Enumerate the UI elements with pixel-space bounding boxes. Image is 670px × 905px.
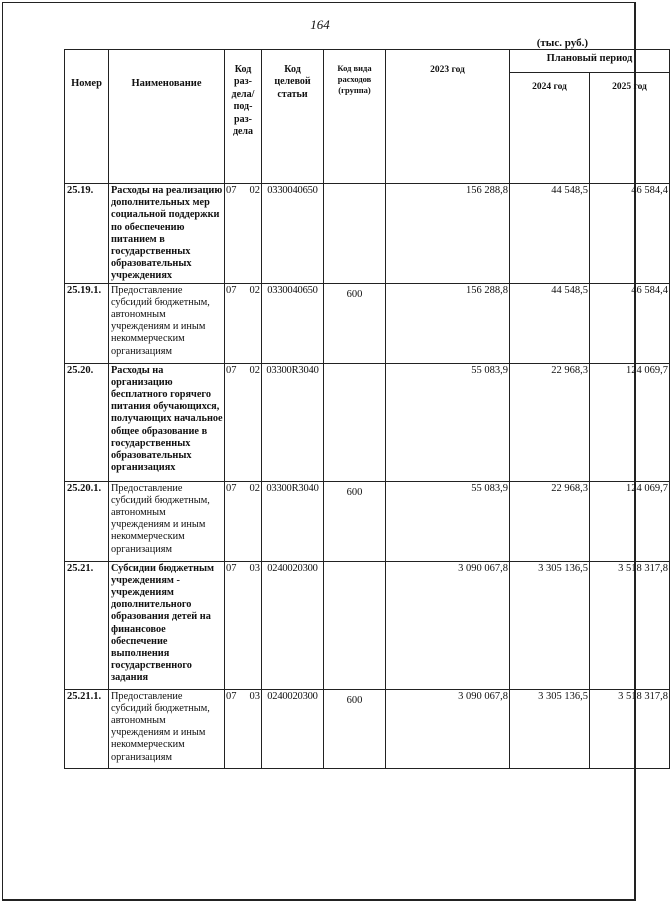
row-podrazdel: 02 <box>249 185 260 196</box>
row-name: Расходы на организацию бесплатного горячего питания обучающихся, получающих начальное общее образование в государственных образовательных организациях <box>109 363 225 481</box>
header-year-2025: 2025 год <box>590 73 670 184</box>
row-podrazdel: 02 <box>249 482 260 494</box>
row-target-code: 03300R3040 <box>262 481 324 561</box>
row-expense-type: 600 <box>324 283 386 363</box>
table-header-row <box>65 50 670 73</box>
row-number: 25.20.1. <box>65 481 109 561</box>
table-row <box>65 184 670 284</box>
row-amount-2025: 46 584,4 <box>590 184 670 284</box>
row-target-code: 03300R3040 <box>262 363 324 481</box>
header-target-code-text: Код целевой статьи <box>274 64 311 100</box>
row-number: 25.21.1. <box>65 689 109 768</box>
row-amount-2023: 55 083,9 <box>386 481 510 561</box>
row-number: 25.21. <box>65 561 109 689</box>
row-target-code: 0330040650 <box>262 184 324 284</box>
row-name: Предоставление субсидий бюджетным, автономным учреждениям и иным некоммерческим организациям <box>109 481 225 561</box>
row-amount-2024: 44 548,5 <box>510 283 590 363</box>
row-amount-2024: 22 968,3 <box>510 481 590 561</box>
table-row <box>65 283 670 363</box>
row-amount-2025: 124 069,7 <box>590 363 670 481</box>
header-section-code <box>225 50 262 184</box>
row-razdel: 07 <box>226 562 237 574</box>
row-target-code: 0240020300 <box>262 689 324 768</box>
row-amount-2024: 3 305 136,5 <box>510 561 590 689</box>
row-target-code: 0330040650 <box>262 283 324 363</box>
row-amount-2025: 3 518 317,8 <box>590 561 670 689</box>
row-amount-2023: 3 090 067,8 <box>386 561 510 689</box>
table-row <box>65 689 670 768</box>
row-number: 25.20. <box>65 363 109 481</box>
row-section-code <box>225 481 262 561</box>
row-amount-2025: 124 069,7 <box>590 481 670 561</box>
header-year-2024: 2024 год <box>510 73 590 184</box>
row-amount-2023: 156 288,8 <box>386 283 510 363</box>
row-amount-2025: 46 584,4 <box>590 283 670 363</box>
row-number: 25.19. <box>65 184 109 284</box>
header-name: Наименование <box>109 50 225 184</box>
header-target-code <box>262 50 324 184</box>
row-expense-type: 600 <box>324 689 386 768</box>
table-row <box>65 561 670 689</box>
row-name: Расходы на реализацию дополнительных мер социальной поддержки по обеспечению питанием в государственных образовательных учреждениях <box>109 184 225 284</box>
table-row <box>65 481 670 561</box>
row-section-code <box>225 689 262 768</box>
row-name: Субсидии бюджетным учреждениям - учреждениям дополнительного образования детей на финансовое обеспечение выполнения государственного задания <box>109 561 225 689</box>
row-amount-2024: 22 968,3 <box>510 363 590 481</box>
row-expense-type <box>324 184 386 284</box>
header-year-2023: 2023 год <box>386 50 510 184</box>
row-number: 25.19.1. <box>65 283 109 363</box>
row-razdel: 07 <box>226 364 237 376</box>
header-section-code-text: Код раз-дела/ под-раз-дела <box>231 64 255 138</box>
row-razdel: 07 <box>226 284 237 296</box>
table-row <box>65 363 670 481</box>
header-expense-type <box>324 50 386 184</box>
row-razdel: 07 <box>226 690 237 702</box>
row-amount-2023: 3 090 067,8 <box>386 689 510 768</box>
row-section-code <box>225 283 262 363</box>
row-podrazdel: 03 <box>249 690 260 702</box>
row-amount-2025: 3 518 317,8 <box>590 689 670 768</box>
row-amount-2024: 44 548,5 <box>510 184 590 284</box>
row-razdel: 07 <box>226 482 237 494</box>
units-label: (тыс. руб.) <box>536 37 588 49</box>
row-amount-2023: 55 083,9 <box>386 363 510 481</box>
row-section-code <box>225 184 262 284</box>
budget-table <box>64 49 670 769</box>
row-amount-2023: 156 288,8 <box>386 184 510 284</box>
header-expense-type-text: Код вида расходов (группа) <box>337 63 372 95</box>
row-name: Предоставление субсидий бюджетным, автономным учреждениям и иным некоммерческим организациям <box>109 283 225 363</box>
row-expense-type <box>324 561 386 689</box>
page-number: 164 <box>310 17 330 32</box>
row-section-code <box>225 363 262 481</box>
row-podrazdel: 02 <box>249 364 260 376</box>
row-podrazdel: 03 <box>249 562 260 574</box>
row-amount-2024: 3 305 136,5 <box>510 689 590 768</box>
row-podrazdel: 02 <box>249 284 260 296</box>
row-expense-type: 600 <box>324 481 386 561</box>
row-expense-type <box>324 363 386 481</box>
row-target-code: 0240020300 <box>262 561 324 689</box>
row-razdel: 07 <box>226 185 237 196</box>
row-name: Предоставление субсидий бюджетным, автономным учреждениям и иным некоммерческим организациям <box>109 689 225 768</box>
row-section-code <box>225 561 262 689</box>
header-number: Номер <box>65 50 109 184</box>
header-planned-period: Плановый период <box>510 50 670 73</box>
